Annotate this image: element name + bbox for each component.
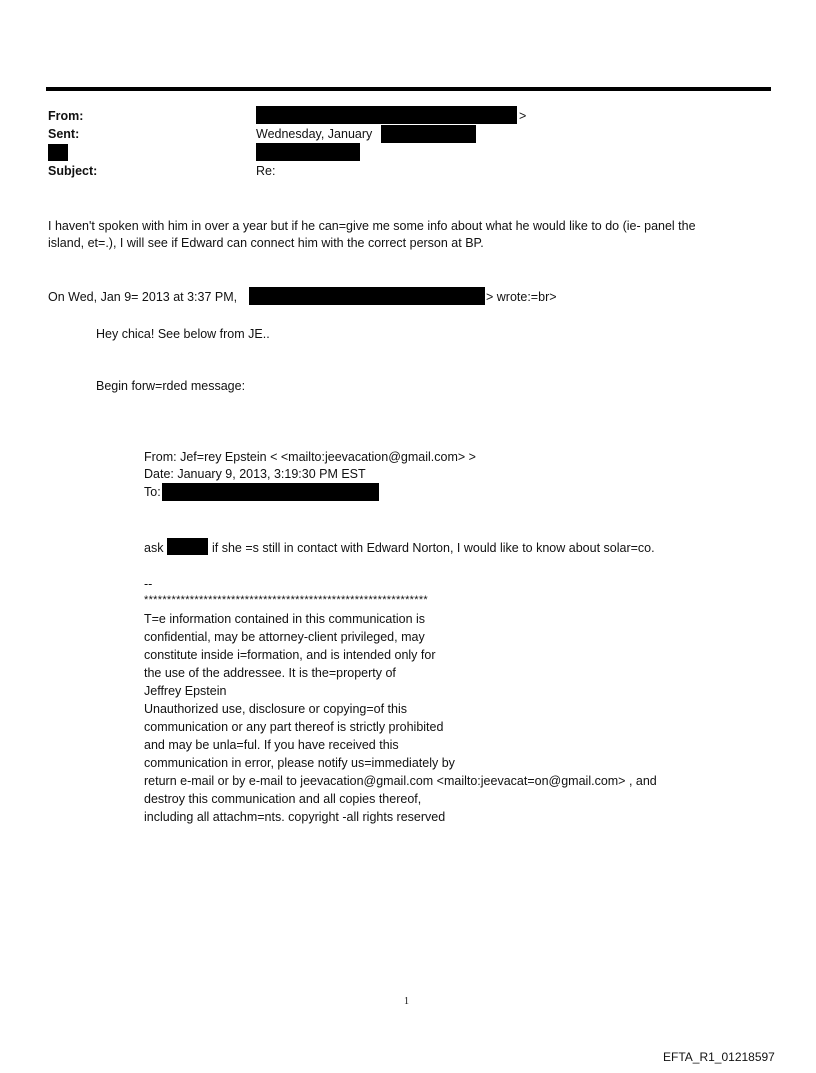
redaction-ask-name: [167, 538, 208, 555]
disclaimer-line: communication in error, please notify us=immediately by: [144, 756, 455, 770]
disclaimer-line: the use of the addressee. It is the=property of: [144, 666, 396, 680]
signature-dash: --: [144, 577, 153, 591]
disclaimer-line: constitute inside i=formation, and is intended only for: [144, 648, 436, 662]
forward-date: Date: January 9, 2013, 3:19:30 PM EST: [144, 467, 366, 481]
disclaimer-line: Jeffrey Epstein: [144, 684, 227, 698]
disclaimer-line: destroy this communication and all copies thereof,: [144, 792, 422, 806]
page-number: 1: [404, 996, 409, 1007]
from-suffix: >: [519, 109, 527, 123]
subject-label: Subject:: [48, 164, 98, 178]
header-rule: [46, 87, 771, 91]
forward-from: From: Jef=rey Epstein < <mailto:jeevacation@gmail.com> >: [144, 450, 476, 464]
reply-line-2: island, et=.), I will see if Edward can connect him with the correct person at BP.: [48, 236, 484, 250]
disclaimer-line: Unauthorized use, disclosure or copying=of this: [144, 702, 407, 716]
reply-line-1: I haven't spoken with him in over a year but if he can=give me some info about what he would like to do (ie- panel the: [48, 219, 696, 233]
document-id: EFTA_R1_01218597: [663, 1050, 775, 1064]
redaction-to-label: [48, 144, 68, 161]
disclaimer-line: communication or any part thereof is strictly prohibited: [144, 720, 444, 734]
subject-value: Re:: [256, 164, 276, 178]
sent-value: Wednesday, January: [256, 127, 373, 141]
disclaimer-line: and may be unla=ful. If you have received this: [144, 738, 399, 752]
from-label: From:: [48, 109, 84, 123]
forward-ask-prefix: ask: [144, 541, 164, 555]
signature-stars: **************************************************************: [144, 594, 429, 606]
redaction-sent: [381, 125, 476, 143]
forward-ask-suffix: if she =s still in contact with Edward Norton, I would like to know about solar=co.: [212, 541, 655, 555]
sent-label: Sent:: [48, 127, 80, 141]
quote-forwarded: Begin forw=rded message:: [96, 379, 246, 393]
disclaimer-line: T=e information contained in this communication is: [144, 612, 426, 626]
redaction-forward-to: [162, 483, 379, 501]
redaction-from: [256, 106, 517, 124]
quote-on-suffix: > wrote:=br>: [486, 290, 557, 304]
redaction-to: [256, 143, 360, 161]
quote-on-prefix: On Wed, Jan 9= 2013 at 3:37 PM,: [48, 290, 238, 304]
quote-greeting: Hey chica! See below from JE..: [96, 327, 270, 341]
disclaimer-line: return e-mail or by e-mail to jeevacation@gmail.com <mailto:jeevacat=on@gmail.com> , and: [144, 774, 657, 788]
disclaimer-line: including all attachm=nts. copyright -all rights reserved: [144, 810, 446, 824]
redaction-quote-sender: [249, 287, 485, 305]
disclaimer-line: confidential, may be attorney-client privileged, may: [144, 630, 425, 644]
forward-to-label: To:: [144, 485, 161, 499]
